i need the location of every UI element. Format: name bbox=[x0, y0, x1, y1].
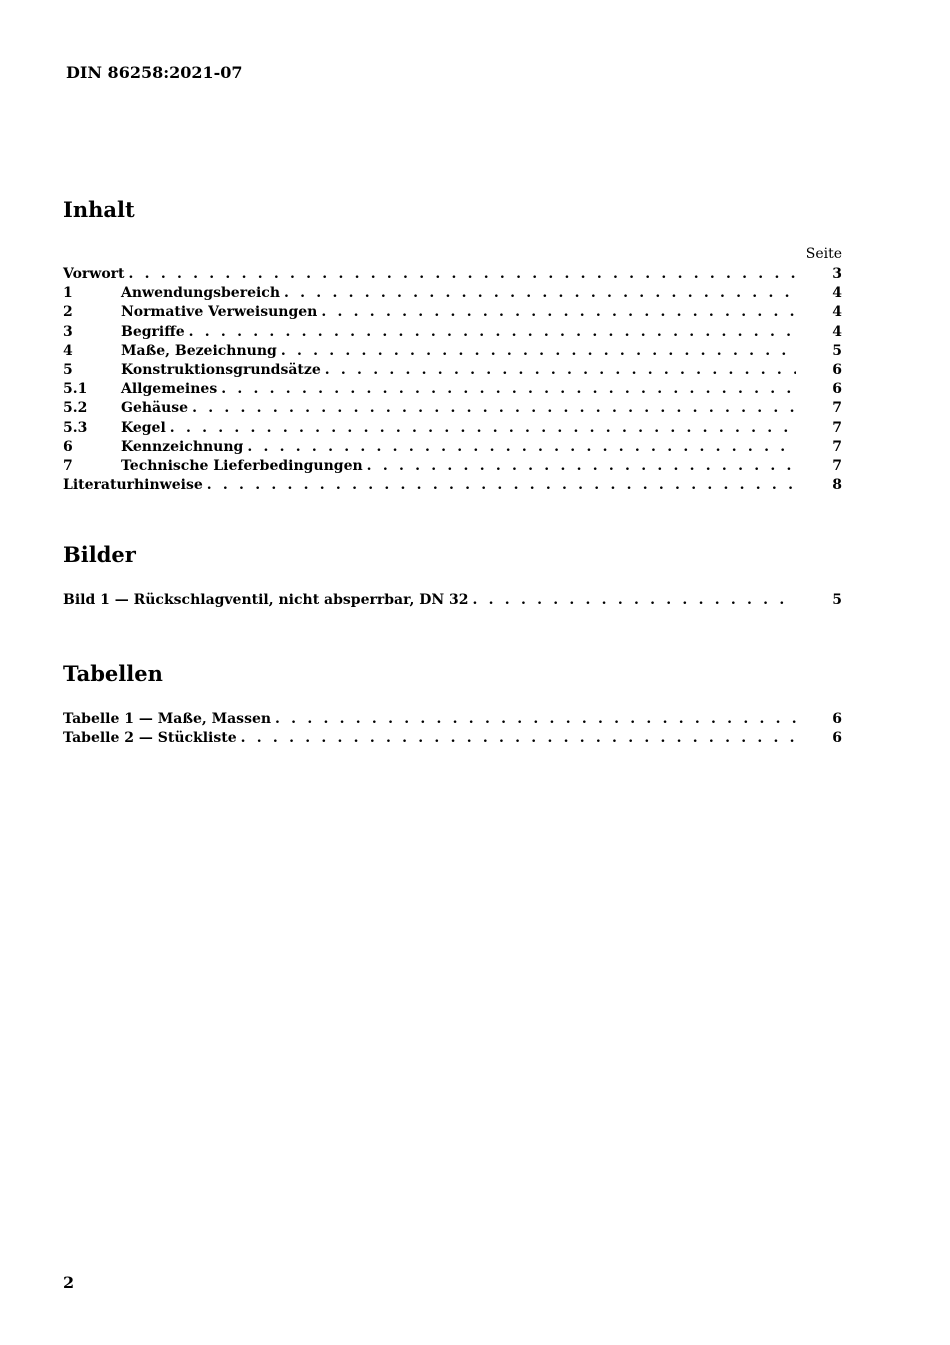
toc-entry-title: Begriffe bbox=[121, 323, 185, 340]
toc-entry-number: 2 bbox=[63, 304, 73, 321]
toc-entry-number: 5.1 bbox=[63, 381, 88, 398]
toc-entry-page: 6 bbox=[832, 381, 842, 398]
toc-entry[interactable] bbox=[63, 438, 842, 457]
toc-entry-page: 4 bbox=[832, 323, 842, 340]
toc-entry[interactable] bbox=[63, 284, 842, 303]
dot-leader bbox=[247, 438, 796, 457]
toc-entry-number: 4 bbox=[63, 342, 73, 359]
toc-entry-title: Gehäuse bbox=[121, 400, 189, 417]
toc-entry-title: Konstruktionsgrundsätze bbox=[121, 361, 321, 378]
toc-entry-number: 5.2 bbox=[63, 400, 88, 417]
toc-entry-number: 5 bbox=[63, 361, 73, 378]
table-entry-page: 6 bbox=[832, 711, 842, 727]
toc-entry[interactable] bbox=[63, 380, 842, 399]
dot-leader bbox=[473, 591, 797, 610]
toc-entry-title: Maße, Bezeichnung bbox=[121, 342, 277, 359]
figures-list bbox=[63, 591, 842, 610]
toc-entry-page: 6 bbox=[832, 361, 842, 378]
table-entry-title: Tabelle 1 — Maße, Massen bbox=[63, 711, 272, 727]
dot-leader bbox=[189, 323, 796, 342]
toc-entry[interactable] bbox=[63, 419, 842, 438]
toc-entry[interactable] bbox=[63, 399, 842, 418]
toc-entry-number: 3 bbox=[63, 323, 73, 340]
tables-heading: Tabellen bbox=[63, 661, 163, 686]
toc-entry-page: 5 bbox=[832, 342, 842, 359]
toc-entry[interactable] bbox=[63, 476, 842, 495]
page-column-label: Seite bbox=[805, 246, 842, 262]
toc-entry[interactable] bbox=[63, 265, 842, 284]
toc-entry-number: 1 bbox=[63, 285, 73, 302]
contents-heading: Inhalt bbox=[63, 197, 135, 222]
toc-entry-title: Literaturhinweise bbox=[63, 477, 203, 494]
table-entry-page: 6 bbox=[832, 730, 842, 747]
dot-leader bbox=[129, 265, 796, 284]
toc-entry-page: 7 bbox=[832, 438, 842, 455]
toc-entry-page: 7 bbox=[832, 400, 842, 417]
dot-leader bbox=[281, 342, 796, 361]
figure-entry[interactable] bbox=[63, 591, 842, 610]
toc-entry[interactable] bbox=[63, 303, 842, 322]
toc-entry-page: 3 bbox=[832, 266, 842, 282]
document-id: DIN 86258:2021-07 bbox=[66, 63, 243, 82]
toc-entry[interactable] bbox=[63, 361, 842, 380]
dot-leader bbox=[170, 419, 796, 438]
figure-entry-title: Bild 1 — Rückschlagventil, nicht absperrbar, DN 32 bbox=[63, 592, 469, 608]
dot-leader bbox=[241, 729, 796, 748]
figures-heading: Bilder bbox=[63, 542, 136, 567]
toc-entry-page: 8 bbox=[832, 477, 842, 494]
toc-entry-title: Vorwort bbox=[63, 266, 125, 282]
toc-entry-number: 5.3 bbox=[63, 419, 88, 436]
dot-leader bbox=[321, 303, 796, 322]
dot-leader bbox=[275, 710, 796, 729]
toc-entry-title: Allgemeines bbox=[121, 381, 218, 398]
tables-list bbox=[63, 710, 842, 748]
toc-entry-page: 7 bbox=[832, 419, 842, 436]
toc-entry-page: 7 bbox=[832, 457, 842, 474]
table-entry[interactable] bbox=[63, 710, 842, 729]
dot-leader bbox=[284, 284, 796, 303]
dot-leader bbox=[192, 399, 796, 418]
toc-entry-page: 4 bbox=[832, 304, 842, 321]
table-entry-title: Tabelle 2 — Stückliste bbox=[63, 730, 237, 747]
toc-entry[interactable] bbox=[63, 457, 842, 476]
toc-entry-title: Kegel bbox=[121, 419, 166, 436]
toc-entry-title: Normative Verweisungen bbox=[121, 304, 318, 321]
dot-leader bbox=[325, 361, 796, 380]
toc-entry-title: Kennzeichnung bbox=[121, 438, 244, 455]
table-entry[interactable] bbox=[63, 729, 842, 748]
dot-leader bbox=[207, 476, 796, 495]
dot-leader bbox=[367, 457, 796, 476]
toc-entry[interactable] bbox=[63, 323, 842, 342]
toc-entry-number: 6 bbox=[63, 438, 73, 455]
toc-entry-title: Technische Lieferbedingungen bbox=[121, 457, 363, 474]
contents-list bbox=[63, 265, 842, 495]
toc-entry-title: Anwendungsbereich bbox=[121, 285, 280, 302]
dot-leader bbox=[221, 380, 796, 399]
toc-entry-number: 7 bbox=[63, 457, 73, 474]
figure-entry-page: 5 bbox=[832, 592, 842, 608]
toc-entry-page: 4 bbox=[832, 285, 842, 302]
toc-entry[interactable] bbox=[63, 342, 842, 361]
page-number: 2 bbox=[63, 1273, 75, 1292]
